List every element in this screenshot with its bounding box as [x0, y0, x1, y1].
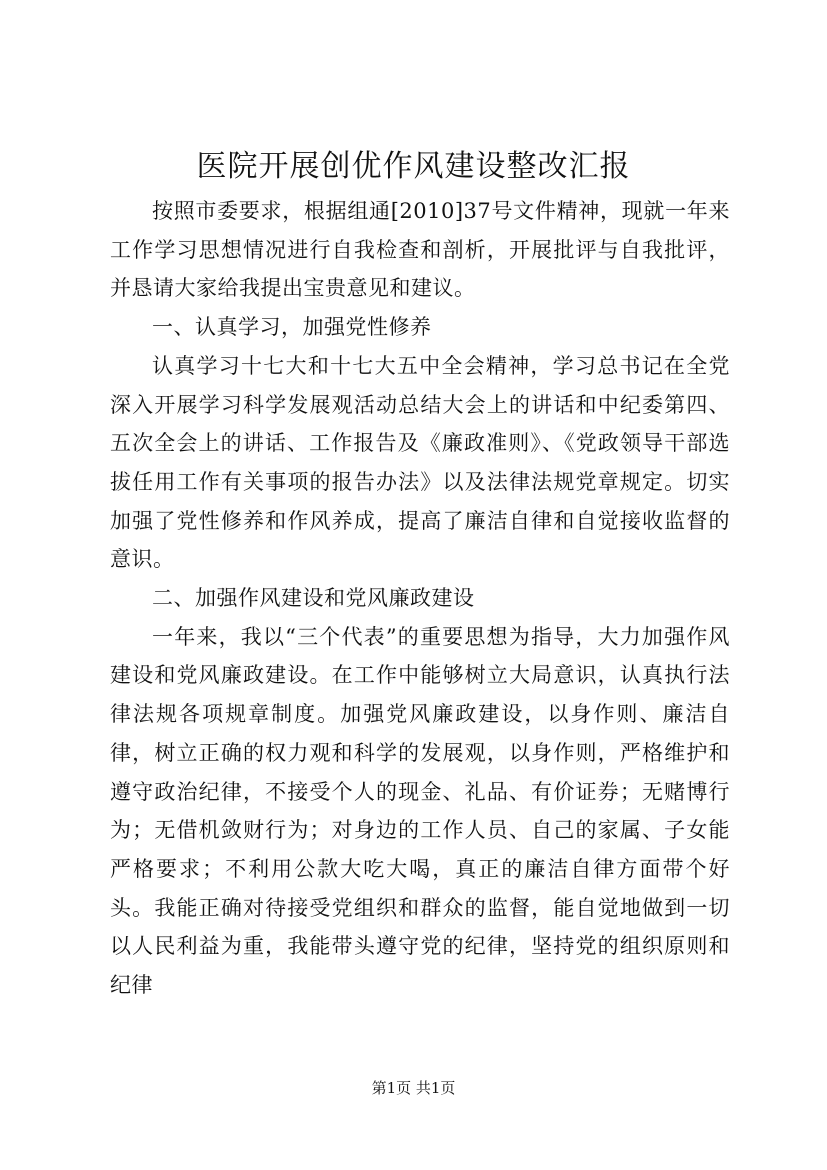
document-title: 医院开展创优作风建设整改汇报 — [196, 149, 631, 184]
paragraph-intro: 按照市委要求，根据组通[2010]37号文件精神，现就一年来工作学习思想情况进行自我检查和剖析，开展批评与自我批评，并恳请大家给我提出宝贵意见和建议。 — [110, 199, 730, 301]
document-body — [110, 192, 730, 1005]
section-heading-2: 二、加强作风建设和党风廉政建设 — [152, 586, 475, 611]
section-heading-1: 一、认真学习，加强党性修养 — [152, 315, 432, 340]
page-footer: 第1页 共1页 — [371, 1079, 456, 1097]
paragraph-section-2: 一年来，我以“三个代表”的重要思想为指导，大力加强作风建设和党风廉政建设。在工作中能够树立大局意识，认真执行法律法规各项规章制度。加强党风廉政建设，以身作则、廉洁自律，树立正确的权力观和科学的发展观，以身作则，严格维护和遵守政治纪律，不接受个人的现金、礼品、有价证券；无赌博行为；无借机敛财行为；对身边的工作人员、自己的家属、子女能严格要求；不利用公款大吃大喝，真正的廉洁自律方面带个好头。我能正确对待接受党组织和群众的监督，能自觉地做到一切以人民利益为重，我能带头遵守党的纪律，坚持党的组织原则和纪律 — [110, 624, 730, 998]
paragraph-section-1: 认真学习十七大和十七大五中全会精神，学习总书记在全党深入开展学习科学发展观活动总结大会上的讲话和中纪委第四、五次全会上的讲话、工作报告及《廉政准则》、《党政领导干部选拔任用工作有关事项的报告办法》以及法律法规党章规定。切实加强了党性修养和作风养成，提高了廉洁自律和自觉接收监督的意识。 — [110, 353, 730, 572]
